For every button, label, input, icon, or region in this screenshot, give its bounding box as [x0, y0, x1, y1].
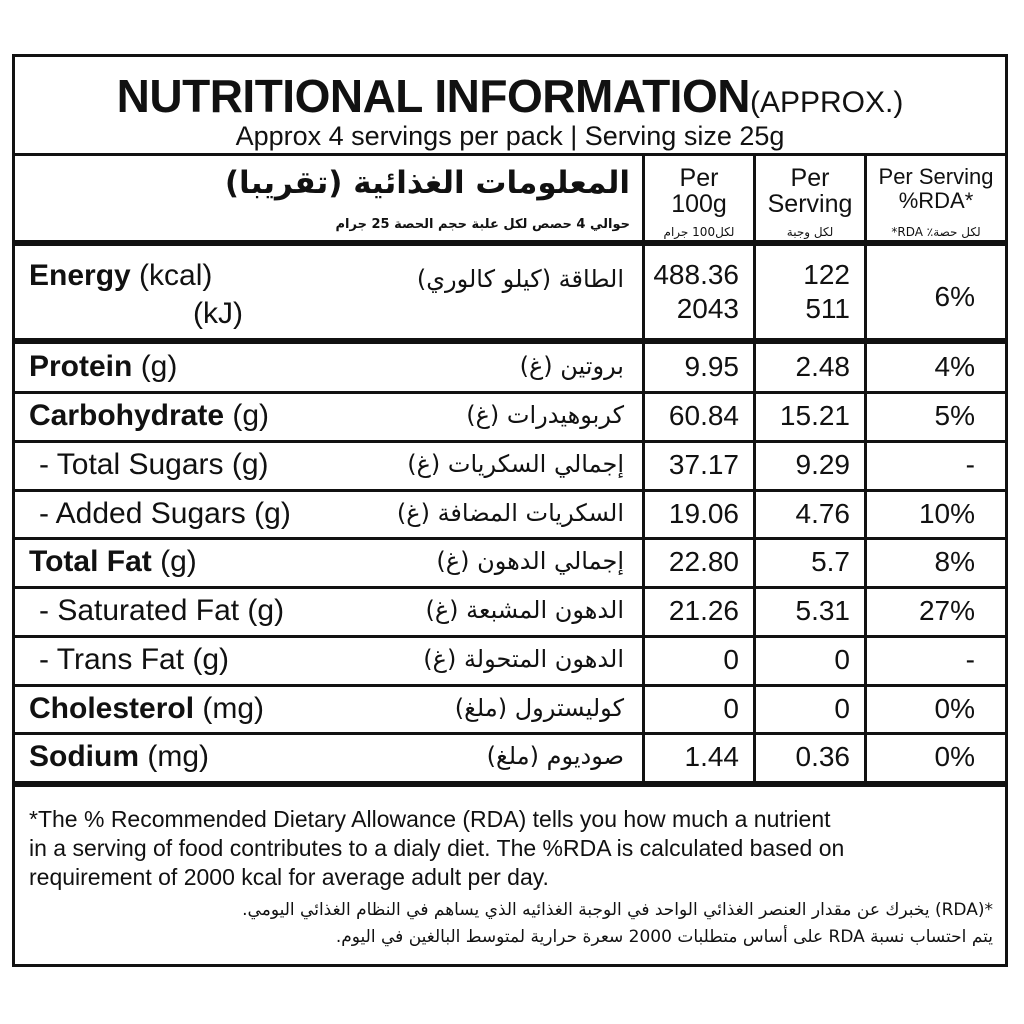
value-per100g: 22.80 — [668, 546, 739, 577]
table-divider — [15, 781, 1005, 787]
nutrient-unit: (g) — [151, 545, 197, 578]
nutrient-name-arabic: بروتين (غ) — [519, 351, 624, 380]
column-divider — [642, 153, 645, 787]
table-divider — [15, 240, 1005, 246]
nutrient-name — [29, 399, 269, 433]
table-divider — [15, 440, 1005, 443]
nutrient-name: - Trans Fat (g) — [39, 643, 230, 676]
value-per100g: 488.36 — [653, 259, 739, 290]
value-rda-percent: 10% — [918, 497, 975, 529]
nutrient-name: - Total Sugars (g) — [39, 448, 269, 481]
serving-info: Approx 4 servings per pack | Serving size 25g — [235, 121, 785, 151]
nutrient-name-bold: Total Fat — [29, 545, 152, 578]
nutrient-name-arabic: الدهون المشبعة (غ) — [425, 596, 624, 624]
col-per100-arabic: لكل100 جرام — [663, 225, 735, 239]
table-divider — [15, 635, 1005, 638]
col-rda-line2: %RDA* — [898, 188, 974, 213]
table-divider — [15, 338, 1005, 344]
footer-ar-line: *(RDA) يخبرك عن مقدار العنصر الغذائي الواحد في الوجبة الغذائيه الذي يساهم في النظام الغذائي اليومي. — [242, 900, 993, 920]
value-per-serving: 5.7 — [811, 546, 850, 577]
value-per-serving: 4.76 — [795, 497, 850, 529]
value-per100g: 60.84 — [668, 400, 739, 431]
col-serving-arabic: لكل وجبة — [786, 225, 834, 239]
label-title — [15, 69, 1005, 123]
col-per100-line2: 100g — [671, 190, 727, 218]
nutrient-name — [29, 545, 197, 579]
nutrient-name-arabic: إجمالي الدهون (غ) — [436, 547, 624, 575]
value-rda-percent: 0% — [934, 741, 975, 772]
value-rda-percent: 0% — [934, 692, 975, 724]
footer-ar-line: يتم احتساب نسبة RDA على أساس متطلبات 2000 سعرة حرارية لمتوسط البالغين في اليوم. — [335, 927, 993, 947]
nutrient-name-arabic: الطاقة (كيلو كالوري) — [416, 265, 624, 293]
value-per100g: 19.06 — [668, 497, 739, 529]
nutrient-name: - Saturated Fat (g) — [39, 594, 285, 627]
col-serving-line2: Serving — [767, 190, 853, 218]
value-rda-percent: 5% — [934, 400, 975, 431]
column-divider — [753, 153, 756, 787]
nutrient-name-arabic: السكريات المضافة (غ) — [396, 498, 624, 527]
value-per-serving: 5.31 — [795, 595, 850, 626]
nutrient-unit: (g) — [132, 349, 178, 383]
nutrient-name — [29, 740, 209, 774]
col-per100-line1: Per — [679, 164, 719, 192]
value-rda-percent: - — [965, 644, 975, 675]
nutrient-unit: (mg) — [194, 691, 265, 725]
footer-arabic — [242, 897, 993, 951]
nutrient-unit: (g) — [224, 399, 270, 432]
col-rda-line1: Per Serving — [878, 164, 994, 189]
footer-en-line: requirement of 2000 kcal for average adult per day. — [29, 864, 549, 890]
value-per-serving-kj: 511 — [805, 293, 850, 324]
value-per100g: 9.95 — [684, 350, 739, 382]
value-per-serving: 15.21 — [779, 400, 850, 431]
table-divider — [15, 732, 1005, 735]
nutrient-name-arabic: الدهون المتحولة (غ) — [423, 645, 624, 673]
arabic-table-title: المعلومات الغذائية (تقريبا) — [224, 165, 630, 201]
value-per100g: 0 — [723, 692, 739, 724]
value-per-serving: 0.36 — [795, 741, 850, 772]
col-rda-header — [867, 165, 1005, 213]
nutrient-name: - Added Sugars (g) — [39, 496, 291, 530]
value-per100g: 21.26 — [668, 595, 739, 626]
footer-english — [29, 805, 844, 892]
title-main: NUTRITIONAL INFORMATION — [116, 70, 750, 122]
nutrient-name-arabic: كوليسترول (ملغ) — [454, 693, 624, 722]
nutrient-name-bold: Carbohydrate — [29, 399, 225, 432]
title-suffix: (APPROX.) — [749, 86, 904, 119]
value-rda-percent: - — [965, 449, 975, 480]
table-divider — [15, 153, 1005, 156]
table-divider — [15, 489, 1005, 492]
value-per100g: 0 — [723, 644, 739, 675]
value-rda-percent: 27% — [918, 595, 975, 626]
nutrition-label — [12, 54, 1008, 967]
col-serving-line1: Per — [790, 164, 830, 192]
value-per-serving: 9.29 — [795, 449, 850, 480]
value-rda-percent: 6% — [934, 280, 975, 312]
footer-en-line: *The % Recommended Dietary Allowance (RDA) tells you how much a nutrient — [29, 806, 831, 832]
nutrient-unit: (mg) — [139, 740, 209, 773]
nutrient-unit: (kcal) — [130, 259, 213, 292]
nutrient-name-bold: Sodium — [29, 740, 139, 773]
nutrient-name-arabic: إجمالي السكريات (غ) — [407, 450, 624, 478]
value-per100g-kj: 2043 — [676, 293, 739, 324]
nutrient-name-arabic: صوديوم (ملغ) — [486, 742, 624, 770]
arabic-table-subtitle: حوالي 4 حصص لكل علبة حجم الحصة 25 جرام — [335, 217, 630, 232]
nutrient-name-bold: Cholesterol — [29, 691, 195, 725]
value-per-serving: 2.48 — [795, 350, 850, 382]
nutrient-name-bold: Protein — [29, 349, 133, 383]
value-per100g: 1.44 — [684, 741, 739, 772]
nutrient-name-secondary: (kJ) — [193, 297, 243, 330]
value-rda-percent: 4% — [934, 350, 975, 382]
value-per-serving: 0 — [834, 692, 850, 724]
col-serving-header — [756, 165, 864, 217]
nutrient-name-bold: Energy — [29, 259, 131, 292]
nutrient-name — [29, 692, 264, 726]
value-per-serving: 0 — [834, 644, 850, 675]
table-divider — [15, 537, 1005, 540]
value-per-serving: 122 — [803, 259, 850, 290]
nutrient-name — [29, 350, 177, 384]
table-divider — [15, 391, 1005, 394]
value-per100g: 37.17 — [668, 449, 739, 480]
table-divider — [15, 586, 1005, 589]
nutrient-name-arabic: كربوهيدرات (غ) — [466, 401, 624, 429]
nutrient-name — [29, 259, 212, 293]
col-per100-header — [645, 165, 753, 217]
table-divider — [15, 684, 1005, 687]
column-divider — [864, 153, 867, 787]
value-rda-percent: 8% — [934, 546, 975, 577]
col-rda-arabic: لكل حصة٪ RDA* — [891, 225, 981, 239]
footer-en-line: in a serving of food contributes to a dialy diet. The %RDA is calculated based on — [29, 835, 845, 861]
